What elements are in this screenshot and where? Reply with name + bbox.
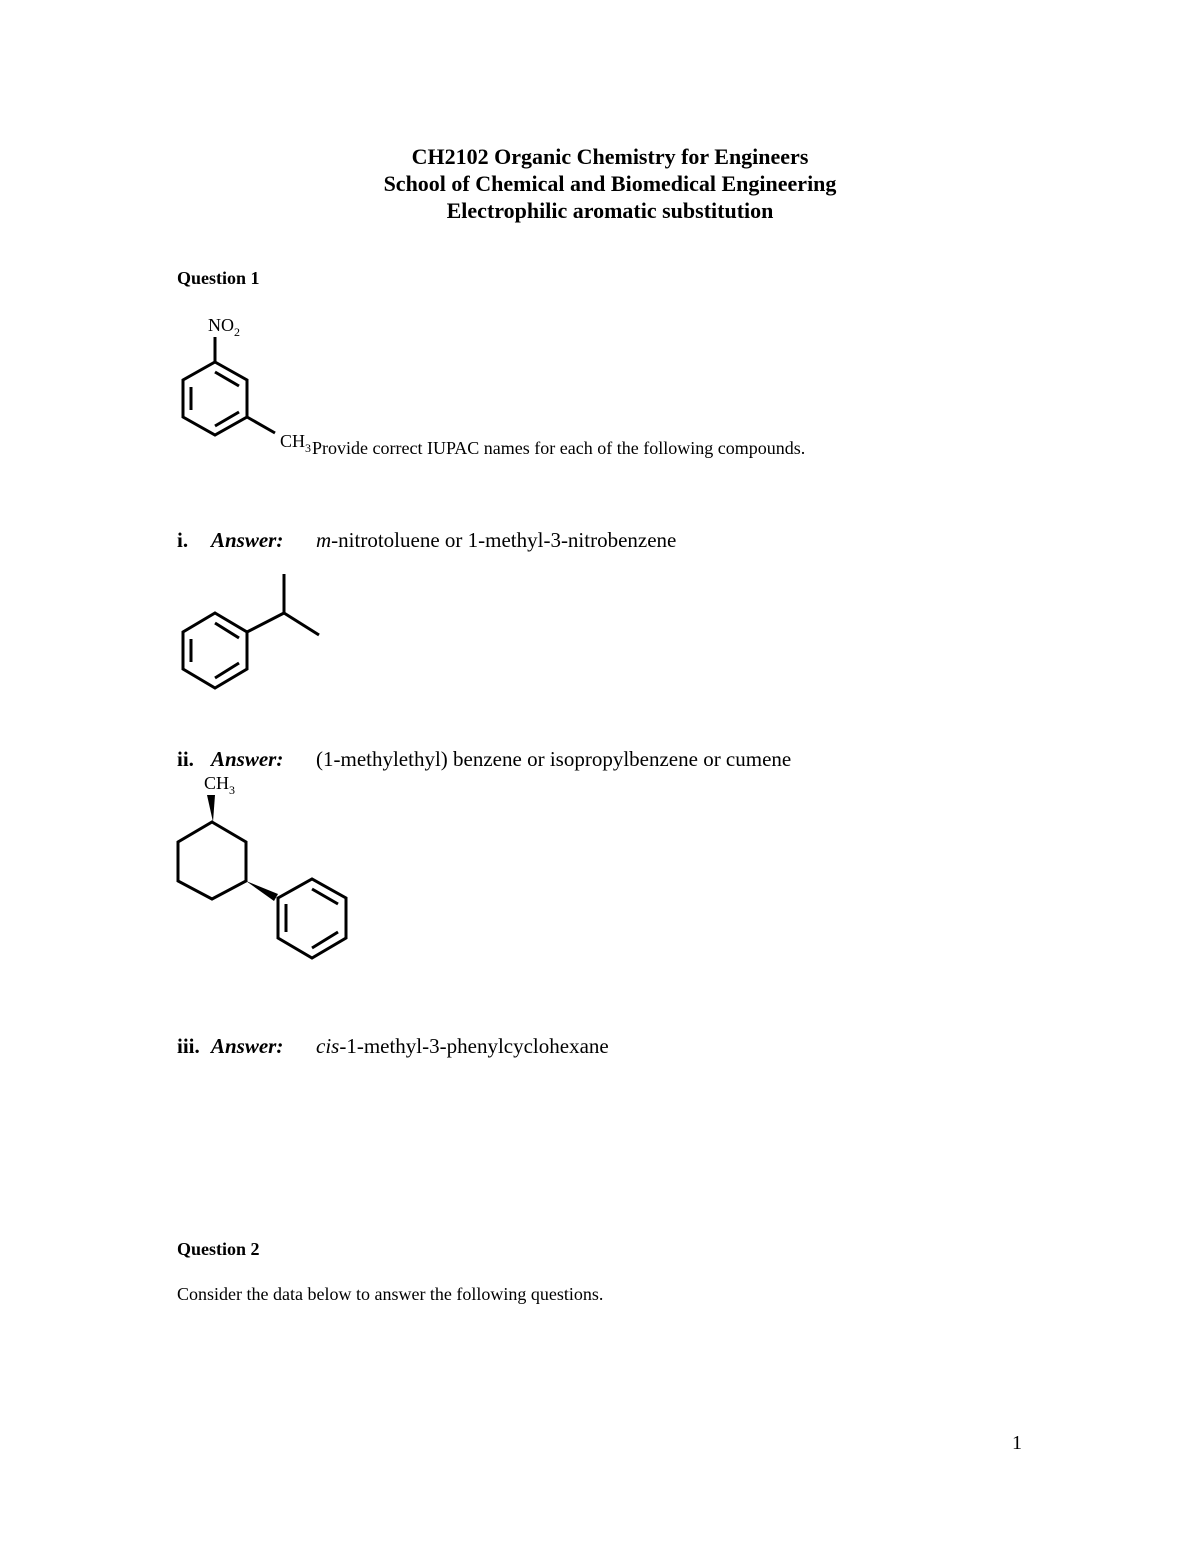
school-name: School of Chemical and Biomedical Engineering [383, 171, 837, 196]
answer-text: -nitrotoluene or 1-methyl-3-nitrobenzene [331, 528, 677, 552]
answer-numeral: ii. [177, 747, 194, 771]
wedge-bond-phenyl [246, 881, 278, 901]
isopropyl-bond [247, 613, 284, 632]
answer-label: Answer: [211, 528, 284, 552]
answer-text: -1-methyl-3-phenylcyclohexane [339, 1034, 609, 1058]
structure-cumene [170, 566, 330, 706]
question-1-instruction: Provide correct IUPAC names for each of the following compounds. [312, 438, 806, 458]
answer-prefix: m [316, 528, 332, 552]
answer-text: (1-methylethyl) benzene or isopropylbenzene or cumene [316, 747, 792, 771]
benzene-ring [278, 879, 346, 958]
answer-ii [177, 747, 791, 772]
answer-numeral: i. [177, 528, 189, 552]
methyl-label: $CH_3$ [204, 773, 236, 797]
question-1-heading: Question 1 [177, 268, 260, 288]
question-2-heading: Question 2 [177, 1239, 260, 1259]
methyl-bond [247, 417, 275, 433]
answer-label: Answer: [211, 1034, 284, 1058]
course-title: CH2102 Organic Chemistry for Engineers [411, 144, 809, 169]
structure-methyl-phenylcyclohexane [170, 770, 360, 970]
answer-iii [177, 1034, 609, 1059]
topic-title: Electrophilic aromatic substitution [446, 198, 774, 223]
isopropyl-bond [284, 613, 319, 635]
answer-prefix: cis [316, 1034, 340, 1058]
page-number: 1 [1012, 1432, 1022, 1454]
question-2-text: Consider the data below to answer the following questions. [177, 1284, 604, 1304]
answer-label: Answer: [211, 747, 284, 771]
wedge-bond-methyl [207, 795, 215, 822]
answer-i [177, 528, 676, 553]
nitro-label: $NO_2$ [208, 315, 240, 339]
answer-numeral: iii. [177, 1034, 200, 1058]
document-header [0, 143, 1200, 224]
cyclohexane-ring [178, 822, 246, 899]
structure-m-nitrotoluene [170, 306, 320, 466]
methyl-label: $CH_3$ [280, 431, 312, 455]
